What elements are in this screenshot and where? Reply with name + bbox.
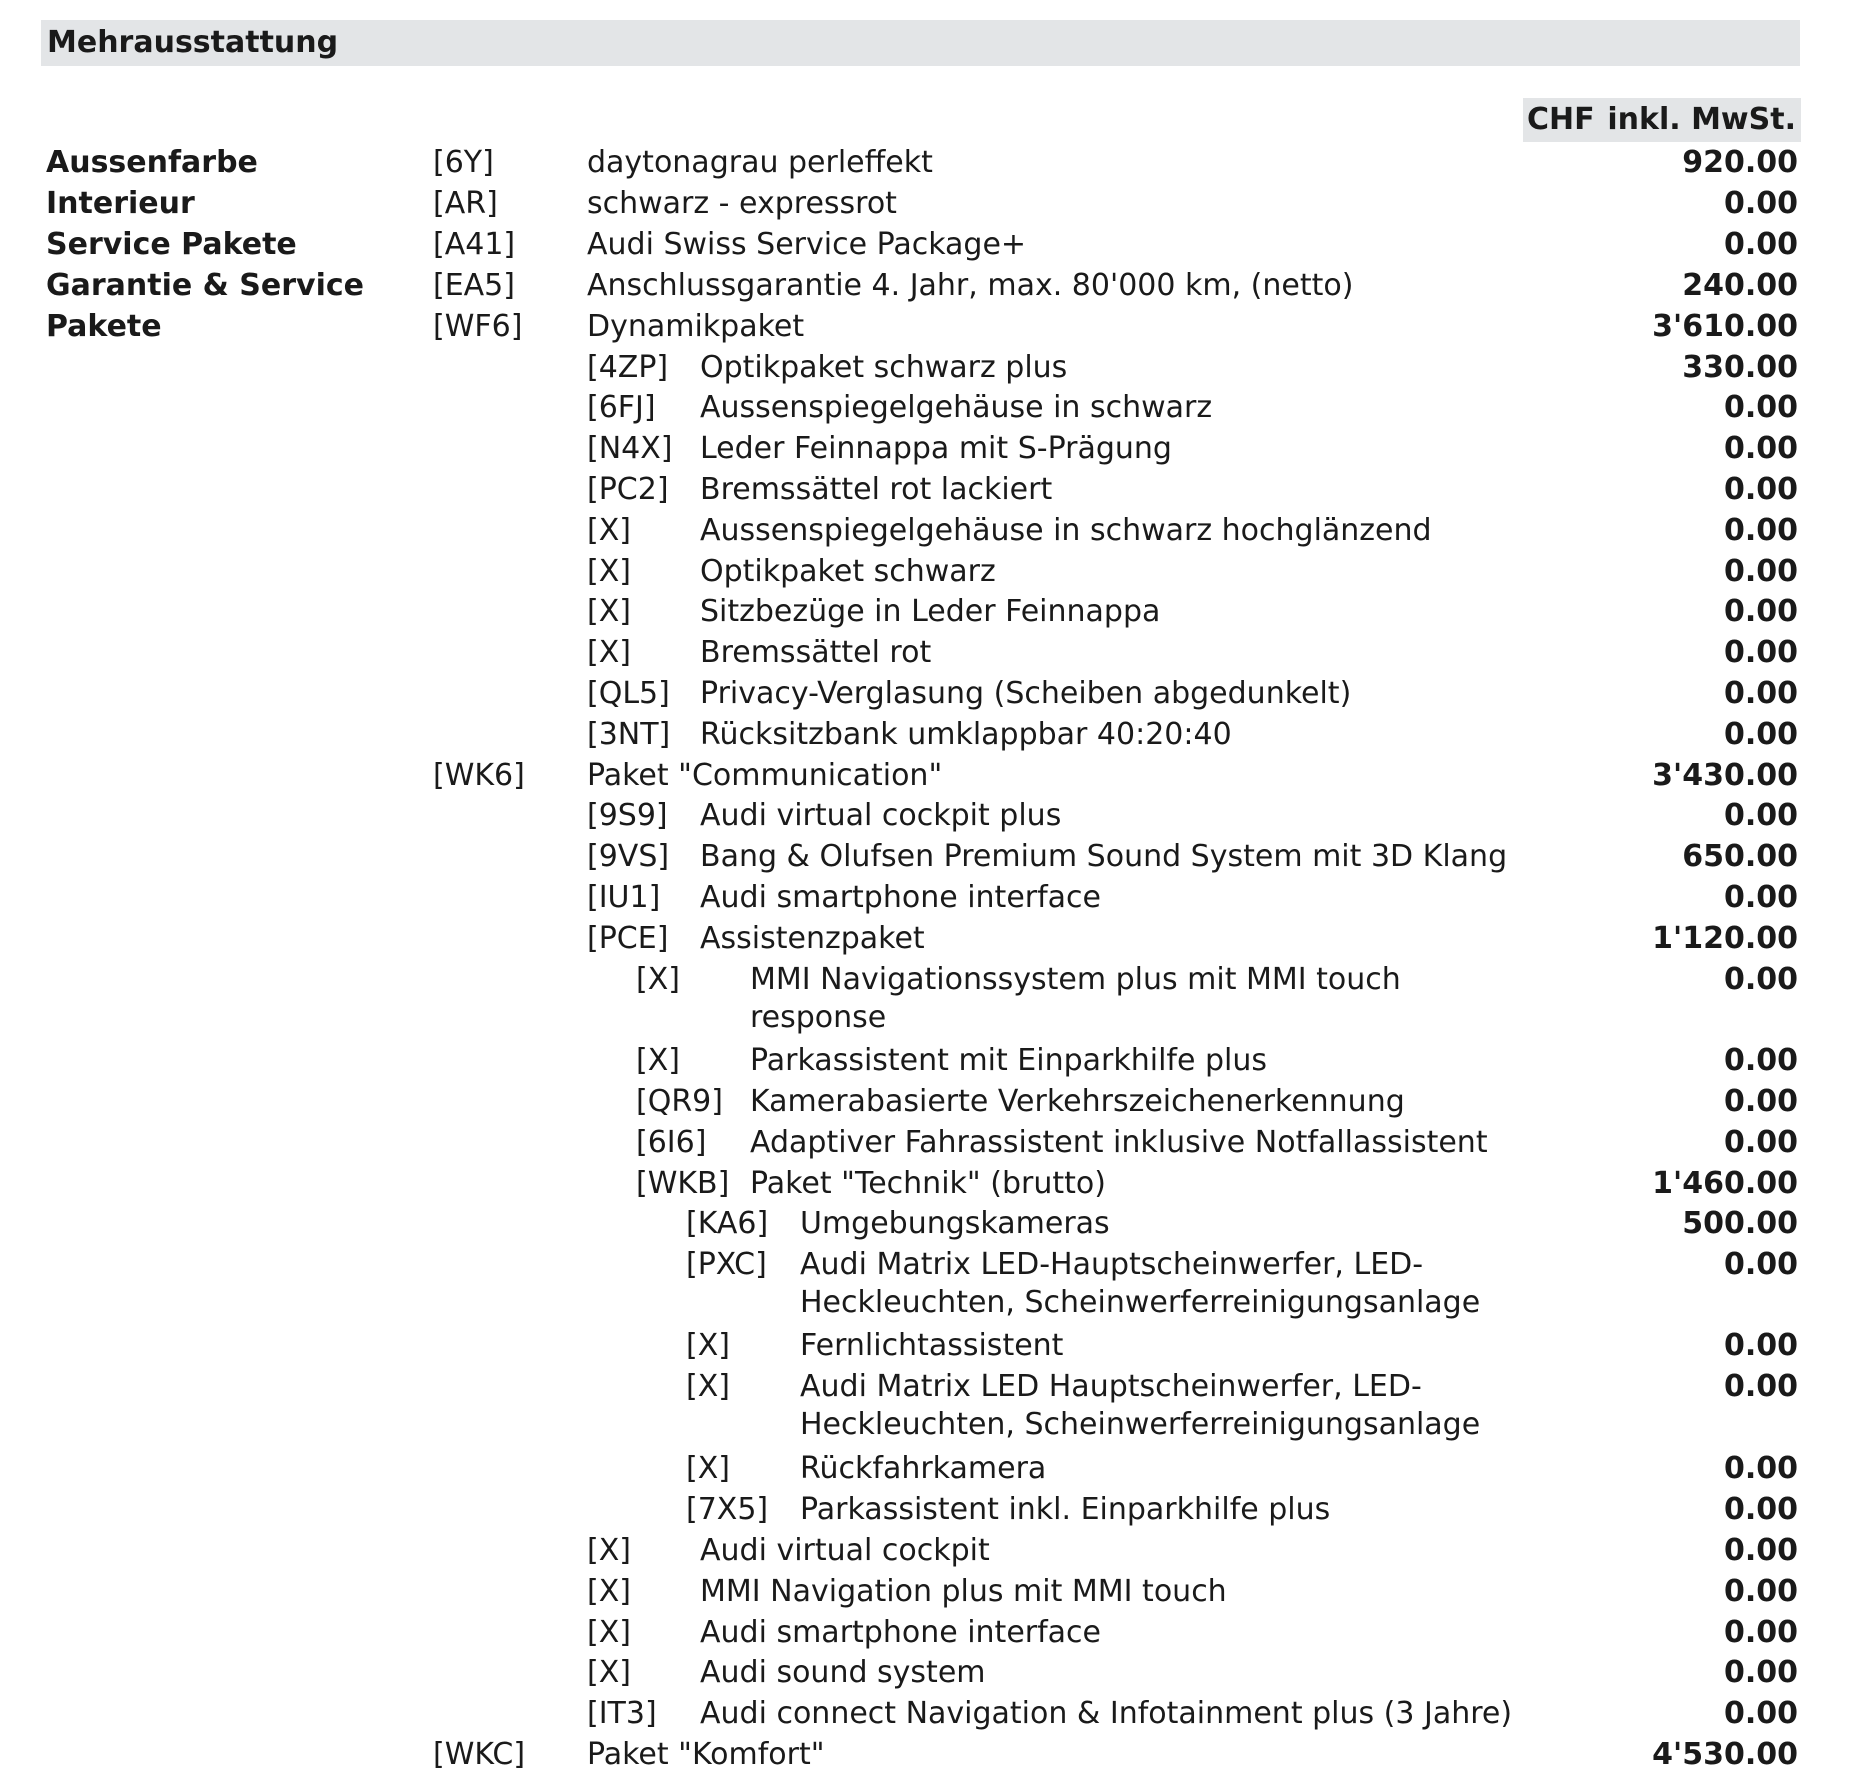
option-price: 0.00	[1723, 717, 1798, 752]
option-description: Optikpaket schwarz plus	[700, 350, 1068, 385]
option-code: [PXC]	[686, 1247, 767, 1282]
option-description: Bang & Olufsen Premium Sound System mit 3D Klang	[700, 839, 1508, 874]
option-price: 0.00	[1723, 594, 1798, 629]
option-code: [PCE]	[587, 921, 669, 956]
option-price: 3'610.00	[1652, 309, 1798, 344]
option-price: 0.00	[1723, 1125, 1798, 1160]
option-price: 0.00	[1723, 431, 1798, 466]
option-code: [A41]	[433, 227, 516, 262]
category-label: Interieur	[46, 186, 195, 221]
option-code: [X]	[587, 635, 631, 670]
option-description: Aussenspiegelgehäuse in schwarz	[700, 390, 1213, 425]
option-price: 500.00	[1682, 1206, 1798, 1241]
option-description: Sitzbezüge in Leder Feinnappa	[700, 594, 1161, 629]
option-description: Paket "Communication"	[587, 758, 943, 793]
option-price: 0.00	[1723, 1451, 1798, 1486]
option-code: [X]	[587, 554, 631, 589]
option-description: Paket "Komfort"	[587, 1737, 825, 1772]
option-code: [EA5]	[433, 268, 515, 303]
option-price: 0.00	[1723, 1696, 1798, 1731]
option-description: Optikpaket schwarz	[700, 554, 996, 589]
option-price: 0.00	[1723, 962, 1798, 997]
option-price: 0.00	[1723, 1533, 1798, 1568]
option-description: Dynamikpaket	[587, 309, 805, 344]
option-description: Bremssättel rot	[700, 635, 932, 670]
option-code: [X]	[636, 962, 680, 997]
option-code: [X]	[686, 1328, 730, 1363]
option-description: Rücksitzbank umklappbar 40:20:40	[700, 717, 1232, 752]
option-description: schwarz - expressrot	[587, 186, 897, 221]
option-code: [QR9]	[636, 1084, 723, 1119]
option-price: 650.00	[1682, 839, 1798, 874]
option-code: [IT3]	[587, 1696, 657, 1731]
option-code: [X]	[587, 1655, 631, 1690]
option-description: Kamerabasierte Verkehrszeichenerkennung	[750, 1084, 1405, 1119]
category-label: Pakete	[46, 309, 162, 344]
option-price: 0.00	[1723, 1574, 1798, 1609]
option-price: 240.00	[1682, 268, 1798, 303]
option-description: Audi sound system	[700, 1655, 986, 1690]
option-description: Paket "Technik" (brutto)	[750, 1166, 1106, 1201]
option-code: [6I6]	[636, 1125, 707, 1160]
option-price: 0.00	[1723, 227, 1798, 262]
option-description: daytonagrau perleffekt	[587, 145, 933, 180]
option-price: 0.00	[1723, 554, 1798, 589]
option-price: 330.00	[1682, 350, 1798, 385]
option-description: Audi Matrix LED Hauptscheinwerfer, LED-Heckleuchten, Scheinwerferreinigungsanlage	[800, 1369, 1481, 1442]
option-code: [9VS]	[587, 839, 670, 874]
option-price: 0.00	[1723, 186, 1798, 221]
option-code: [QL5]	[587, 676, 670, 711]
option-price: 0.00	[1723, 798, 1798, 833]
option-code: [WF6]	[433, 309, 523, 344]
option-code: [X]	[636, 1043, 680, 1078]
option-description: Parkassistent inkl. Einparkhilfe plus	[800, 1492, 1331, 1527]
option-description: Parkassistent mit Einparkhilfe plus	[750, 1043, 1268, 1078]
option-description: Aussenspiegelgehäuse in schwarz hochglänzend	[700, 513, 1432, 548]
option-code: [4ZP]	[587, 350, 669, 385]
option-code: [N4X]	[587, 431, 673, 466]
option-description: Audi Swiss Service Package+	[587, 227, 1027, 262]
option-price: 0.00	[1723, 1655, 1798, 1690]
option-price: 0.00	[1723, 1084, 1798, 1119]
option-code: [X]	[587, 1615, 631, 1650]
option-code: [X]	[587, 513, 631, 548]
option-code: [X]	[686, 1451, 730, 1486]
option-code: [X]	[686, 1369, 730, 1404]
option-description: Leder Feinnappa mit S-Prägung	[700, 431, 1172, 466]
price-column-header	[1523, 98, 1801, 142]
option-price: 0.00	[1723, 1615, 1798, 1650]
option-description: Audi connect Navigation & Infotainment plus (3 Jahre)	[700, 1696, 1513, 1731]
option-description: Umgebungskameras	[800, 1206, 1110, 1241]
option-code: [WK6]	[433, 758, 525, 793]
option-price: 0.00	[1723, 1043, 1798, 1078]
option-price: 1'460.00	[1652, 1166, 1798, 1201]
option-code: [PC2]	[587, 472, 669, 507]
option-price: 0.00	[1723, 880, 1798, 915]
option-price: 0.00	[1723, 472, 1798, 507]
option-code: [WKB]	[636, 1166, 730, 1201]
currency-label: CHF	[1527, 102, 1595, 137]
option-code: [X]	[587, 594, 631, 629]
option-price: 0.00	[1723, 1247, 1798, 1282]
option-price: 920.00	[1682, 145, 1798, 180]
option-code: [X]	[587, 1533, 631, 1568]
option-description: Audi virtual cockpit plus	[700, 798, 1062, 833]
option-price: 0.00	[1723, 635, 1798, 670]
option-description: Audi virtual cockpit	[700, 1533, 990, 1568]
option-description: Adaptiver Fahrassistent inklusive Notfallassistent	[750, 1125, 1488, 1160]
option-description: Audi Matrix LED-Hauptscheinwerfer, LED-Heckleuchten, Scheinwerferreinigungsanlage	[800, 1247, 1481, 1320]
tax-label: inkl. MwSt.	[1607, 102, 1796, 137]
option-description: MMI Navigation plus mit MMI touch	[700, 1574, 1227, 1609]
option-price: 0.00	[1723, 513, 1798, 548]
option-code: [7X5]	[686, 1492, 769, 1527]
option-price: 1'120.00	[1652, 921, 1798, 956]
option-price: 0.00	[1723, 390, 1798, 425]
option-description: Fernlichtassistent	[800, 1328, 1064, 1363]
option-code: [X]	[587, 1574, 631, 1609]
option-code: [KA6]	[686, 1206, 769, 1241]
option-description: Rückfahrkamera	[800, 1451, 1047, 1486]
category-label: Service Pakete	[46, 227, 297, 262]
option-code: [AR]	[433, 186, 498, 221]
option-price: 0.00	[1723, 676, 1798, 711]
category-label: Garantie & Service	[46, 268, 365, 303]
option-description: MMI Navigationssystem plus mit MMI touch response	[750, 962, 1401, 1035]
option-code: [IU1]	[587, 880, 661, 915]
option-description: Audi smartphone interface	[700, 880, 1102, 915]
option-price: 4'530.00	[1652, 1737, 1798, 1772]
option-description: Bremssättel rot lackiert	[700, 472, 1053, 507]
option-price: 0.00	[1723, 1369, 1798, 1404]
category-label: Aussenfarbe	[46, 145, 258, 180]
option-description: Anschlussgarantie 4. Jahr, max. 80'000 km, (netto)	[587, 268, 1354, 303]
option-description: Audi smartphone interface	[700, 1615, 1102, 1650]
option-code: [WKC]	[433, 1737, 526, 1772]
option-price: 0.00	[1723, 1328, 1798, 1363]
option-code: [9S9]	[587, 798, 668, 833]
option-code: [3NT]	[587, 717, 671, 752]
option-code: [6FJ]	[587, 390, 656, 425]
option-price: 3'430.00	[1652, 758, 1798, 793]
option-description: Assistenzpaket	[700, 921, 925, 956]
option-code: [6Y]	[433, 145, 494, 180]
section-title: Mehrausstattung	[47, 25, 339, 60]
option-price: 0.00	[1723, 1492, 1798, 1527]
option-description: Privacy-Verglasung (Scheiben abgedunkelt)	[700, 676, 1352, 711]
